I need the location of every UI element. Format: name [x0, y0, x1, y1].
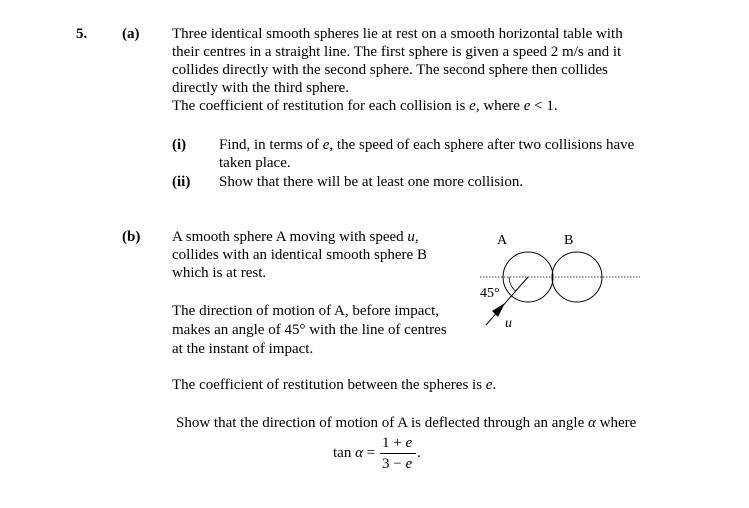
sub-ii-label: (ii) [172, 174, 191, 190]
angle-arc [509, 277, 516, 291]
formula-period: . [417, 445, 421, 461]
sub-i-label: (i) [172, 137, 187, 153]
part-b-direction-line-2: makes an angle of 45° with the line of centres [172, 322, 447, 338]
formula-denominator: 3 − e [382, 456, 413, 472]
collision-diagram [470, 225, 650, 345]
part-b-label: (b) [122, 229, 141, 245]
part-b-line-2: collides with an identical smooth sphere B [172, 247, 427, 263]
part-a-label: (a) [122, 26, 140, 42]
sub-ii-text: Show that there will be at least one more collision. [219, 174, 524, 190]
velocity-arrowhead [492, 303, 505, 317]
part-b-direction-line-1: The direction of motion of A, before impact, [172, 303, 440, 319]
formula-lhs: tan α = [333, 445, 376, 461]
part-b-coefficient-line: The coefficient of restitution between the spheres is e. [172, 377, 497, 393]
part-b-line-3: which is at rest. [172, 265, 267, 281]
part-b-direction-line-3: at the instant of impact. [172, 341, 314, 357]
speed-label: u [505, 316, 512, 331]
sphere-b-label: B [564, 233, 574, 248]
part-a-line-4: directly with the third sphere. [172, 80, 350, 96]
angle-label: 45° [480, 286, 500, 301]
part-b-line-1: A smooth sphere A moving with speed u, [172, 229, 419, 245]
part-a-line-3: collides directly with the second sphere. The second sphere then collides [172, 62, 608, 78]
fraction-bar [380, 453, 416, 454]
part-b-show-line: Show that the direction of motion of A is deflected through an angle α where [176, 415, 637, 431]
formula-numerator: 1 + e [382, 435, 413, 451]
question-number: 5. [76, 26, 88, 42]
sub-i-line-2: taken place. [219, 155, 291, 171]
sub-i-line-1: Find, in terms of e, the speed of each sphere after two collisions have [219, 137, 635, 153]
part-a-line-2: their centres in a straight line. The first sphere is given a speed 2 m/s and it [172, 44, 622, 60]
part-a-line-1: Three identical smooth spheres lie at rest on a smooth horizontal table with [172, 26, 623, 42]
part-a-restitution-line: The coefficient of restitution for each collision is e, where e < 1. [172, 98, 558, 114]
sphere-a-label: A [497, 233, 508, 248]
